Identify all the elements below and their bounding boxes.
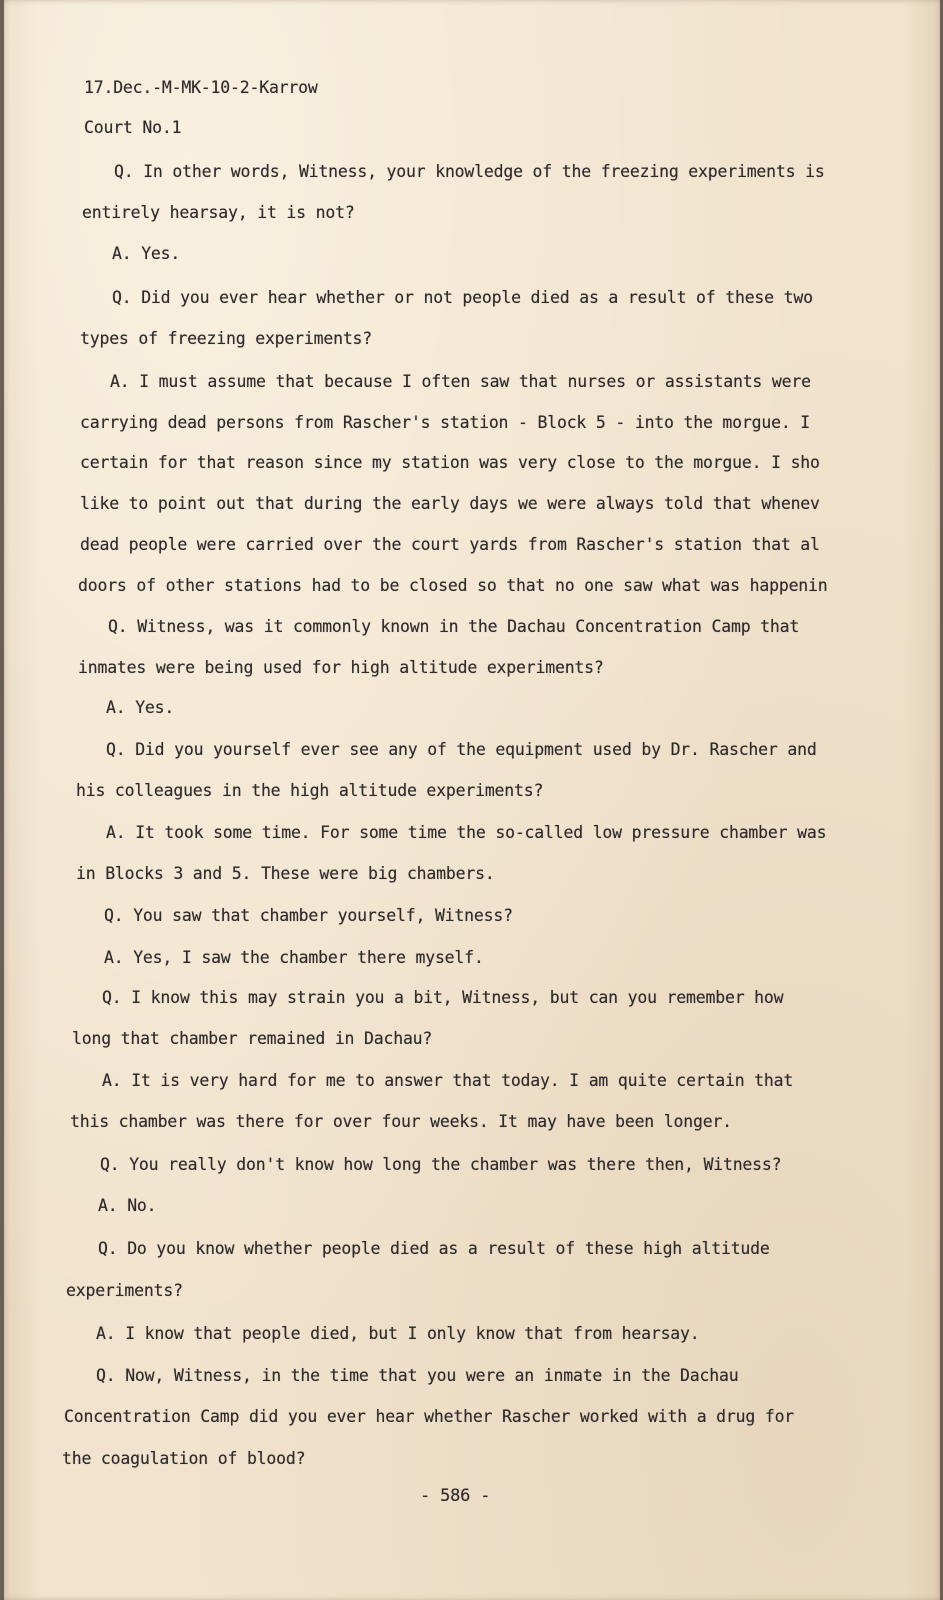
transcript-line: doors of other stations had to be closed so that no one saw what was happenin [78, 576, 828, 595]
transcript-line: A. It took some time. For some time the so-called low pressure chamber was [106, 823, 827, 842]
transcript-line: types of freezing experiments? [80, 329, 373, 348]
transcript-line: A. Yes. [106, 698, 175, 717]
transcript-line: Q. I know this may strain you a bit, Witness, but can you remember how [102, 988, 784, 1007]
document-page [4, 0, 940, 1600]
transcript-line: Q. Did you ever hear whether or not people died as a result of these two [112, 288, 813, 307]
transcript-line: Q. You saw that chamber yourself, Witness? [104, 906, 513, 925]
transcript-line: A. It is very hard for me to answer that today. I am quite certain that [102, 1071, 794, 1090]
transcript-line: Q. You really don't know how long the chamber was there then, Witness? [100, 1155, 782, 1174]
transcript-line: the coagulation of blood? [62, 1449, 306, 1468]
transcript-line: like to point out that during the early days we were always told that whenev [80, 494, 820, 513]
document-reference: 17.Dec.-M-MK-10-2-Karrow [84, 78, 318, 97]
transcript-line: in Blocks 3 and 5. These were big chambers. [76, 864, 495, 883]
transcript-line: A. No. [98, 1196, 157, 1215]
transcript-line: Q. In other words, Witness, your knowledge of the freezing experiments is [114, 162, 825, 181]
transcript-line: entirely hearsay, it is not? [82, 203, 355, 222]
transcript-line: inmates were being used for high altitude experiments? [78, 658, 604, 677]
transcript-line: his colleagues in the high altitude experiments? [76, 781, 544, 800]
transcript-line: Q. Now, Witness, in the time that you were an inmate in the Dachau [96, 1366, 739, 1385]
transcript-line: dead people were carried over the court yards from Rascher's station that al [80, 535, 820, 554]
transcript-line: Q. Witness, was it commonly known in the Dachau Concentration Camp that [108, 617, 800, 636]
transcript-line: carrying dead persons from Rascher's station - Block 5 - into the morgue. I [80, 413, 811, 432]
court-label: Court No.1 [84, 118, 182, 137]
transcript-line: experiments? [66, 1281, 183, 1300]
transcript-line: certain for that reason since my station was very close to the morgue. I sho [80, 453, 820, 472]
transcript-line: Q. Did you yourself ever see any of the equipment used by Dr. Rascher and [106, 740, 817, 759]
transcript-line: this chamber was there for over four weeks. It may have been longer. [70, 1112, 732, 1131]
transcript-line: A. Yes. [112, 244, 181, 263]
transcript-line: Q. Do you know whether people died as a result of these high altitude [98, 1239, 770, 1258]
transcript-line: Concentration Camp did you ever hear whether Rascher worked with a drug for [64, 1407, 795, 1426]
transcript-line: A. I know that people died, but I only know that from hearsay. [96, 1324, 700, 1343]
transcript-line: A. I must assume that because I often saw that nurses or assistants were [110, 372, 811, 391]
page-number: - 586 - [420, 1486, 491, 1506]
transcript-line: A. Yes, I saw the chamber there myself. [104, 948, 484, 967]
transcript-line: long that chamber remained in Dachau? [72, 1029, 433, 1048]
